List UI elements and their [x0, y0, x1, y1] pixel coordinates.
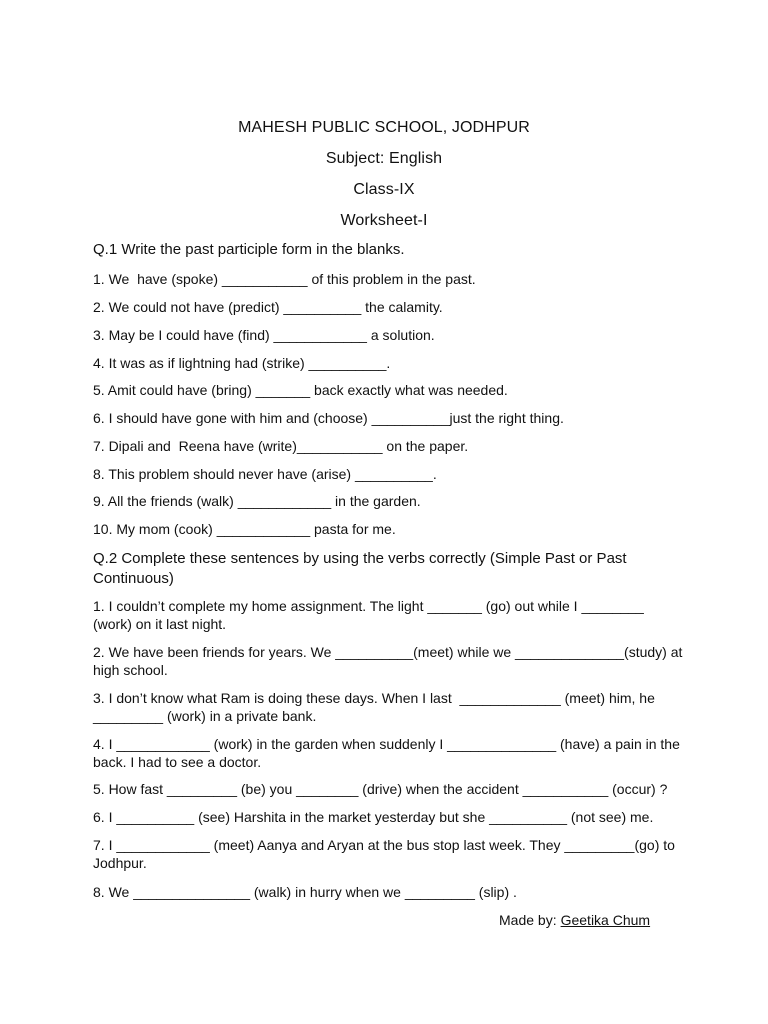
q1-item-7: 7. Dipali and Reena have (write)___________ on the paper. [93, 438, 469, 454]
q1-item-10: 10. My mom (cook) ____________ pasta for me. [93, 521, 396, 537]
q1-item-2: 2. We could not have (predict) __________ the calamity. [93, 299, 443, 315]
q1-item-9: 9. All the friends (walk) ____________ in the garden. [93, 493, 421, 509]
school-name: MAHESH PUBLIC SCHOOL, JODHPUR [238, 119, 530, 136]
author-name: Geetika Chum [560, 912, 651, 928]
subject-heading: Subject: English [325, 150, 443, 167]
q1-item-6: 6. I should have gone with him and (choose) __________just the right thing. [93, 410, 564, 426]
made-by-label: Made by: [499, 912, 557, 928]
q2-item-3: 3. I don’t know what Ram is doing these days. When I last _____________ (meet) him, he _________ (work) in a private bank. [93, 690, 659, 724]
q1-item-4: 4. It was as if lightning had (strike) __________. [93, 355, 391, 371]
question-1-title: Q.1 Write the past participle form in the blanks. [93, 241, 405, 258]
q1-item-8: 8. This problem should never have (arise) __________. [93, 466, 437, 482]
q2-item-8: 8. We _______________ (walk) in hurry when we _________ (slip) . [93, 884, 517, 900]
made-by-credit [499, 911, 650, 929]
q2-item-4: 4. I ____________ (work) in the garden when suddenly I ______________ (have) a pain in the back. I had to see a doctor. [93, 736, 684, 770]
class-heading: Class-IX [353, 181, 415, 198]
q2-item-2: 2. We have been friends for years. We __________(meet) while we ______________(study) at high school. [93, 644, 687, 678]
worksheet-heading: Worksheet-I [340, 212, 428, 229]
q2-item-7: 7. I ____________ (meet) Aanya and Aryan at the bus stop last week. They _________(go) to Jodhpur. [93, 837, 679, 871]
q1-item-1: 1. We have (spoke) ___________ of this problem in the past. [93, 271, 476, 287]
q1-item-5: 5. Amit could have (bring) _______ back exactly what was needed. [93, 382, 508, 398]
q2-item-5: 5. How fast _________ (be) you ________ (drive) when the accident ___________ (occur) ? [93, 781, 668, 797]
q1-item-3: 3. May be I could have (find) ____________ a solution. [93, 327, 435, 343]
q2-item-1: 1. I couldn’t complete my home assignment. The light _______ (go) out while I ________ (work) on it last night. [93, 598, 648, 632]
question-2-title: Q.2 Complete these sentences by using the verbs correctly (Simple Past or Past Continuous) [93, 550, 627, 587]
q2-item-6: 6. I __________ (see) Harshita in the market yesterday but she __________ (not see) me. [93, 809, 654, 825]
